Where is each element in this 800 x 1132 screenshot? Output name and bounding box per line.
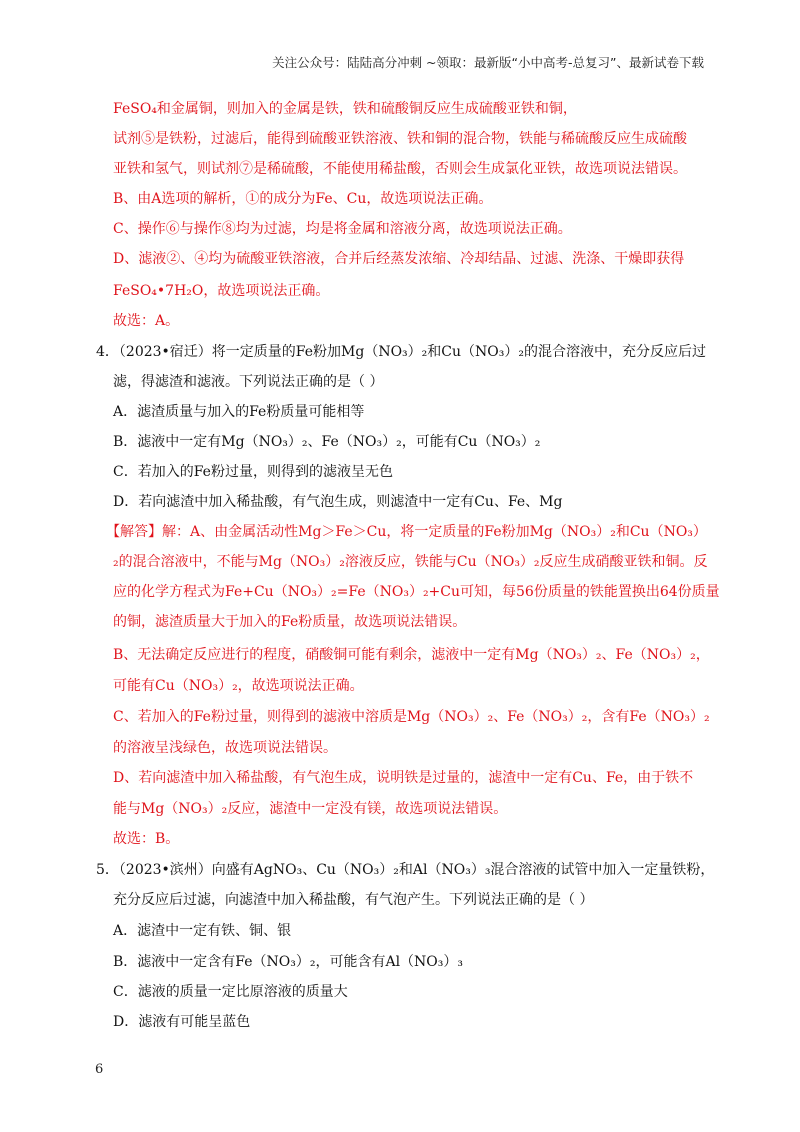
text-line: D．滤液有可能呈蓝色: [113, 1014, 251, 1030]
text-line: C．若加入的Fe粉过量，则得到的滤液呈无色: [113, 464, 393, 480]
text-line: B．滤液中一定含有Fe（NO₃）₂，可能含有Al（NO₃）₃: [113, 954, 464, 970]
text-line: 试剂⑤是铁粉，过滤后，能得到硫酸亚铁溶液、铁和铜的混合物，铁能与稀硫酸反应生成硫酸: [113, 131, 687, 147]
text-line: 故选：A。: [113, 313, 180, 329]
text-line: D、滤液②、④均为硫酸亚铁溶液，合并后经蒸发浓缩、冷却结晶、过滤、洗涤、干燥即获得: [113, 251, 685, 267]
text-line: 5．（2023•滨州）向盛有AgNO₃、Cu（NO₃）₂和Al（NO₃）₃混合溶液的试管中加入一定量铁粉，: [96, 862, 715, 878]
text-line: A．滤渣质量与加入的Fe粉质量可能相等: [113, 404, 365, 420]
text-line: C、若加入的Fe粉过量，则得到的滤液中溶质是Mg（NO₃）₂、Fe（NO₃）₂，含有Fe（NO₃）₂: [113, 709, 710, 725]
text-line: B、无法确定反应进行的程度，硝酸铜可能有剩余，滤液中一定有Mg（NO₃）₂、Fe（NO₃）₂，: [113, 647, 710, 663]
text-line: A．滤渣中一定有铁、铜、银: [113, 923, 292, 939]
text-line: C、操作⑥与操作⑧均为过滤，均是将金属和溶液分离，故选项说法正确。: [113, 221, 572, 237]
text-line: ₂的混合溶液中，不能与Mg（NO₃）₂溶液反应，铁能与Cu（NO₃）₂反应生成硝酸亚铁和铜。反: [113, 554, 708, 570]
text-line: D．若向滤渣中加入稀盐酸，有气泡生成，则滤渣中一定有Cu、Fe、Mg: [113, 494, 563, 510]
text-line: B．滤液中一定有Mg（NO₃）₂、Fe（NO₃）₂，可能有Cu（NO₃）₂: [113, 434, 541, 450]
page-number: 6: [95, 1062, 104, 1077]
text-line: C．滤液的质量一定比原溶液的质量大: [113, 984, 348, 1000]
text-line: FeSO₄和金属铜，则加入的金属是铁，铁和硫酸铜反应生成硫酸亚铁和铜，: [113, 101, 577, 117]
text-line: B、由A选项的解析，①的成分为Fe、Cu，故选项说法正确。: [113, 191, 493, 207]
text-line: 能与Mg（NO₃）₂反应，滤渣中一定没有镁，故选项说法错误。: [113, 801, 508, 817]
text-line: 可能有Cu（NO₃）₂，故选项说法正确。: [113, 678, 364, 694]
text-line: 故选：B。: [113, 831, 180, 847]
page-header: 关注公众号：陆陆高分冲刺 ~领取：最新版“小中高考-总复习”、最新试卷下载: [272, 55, 704, 70]
text-line: 亚铁和氢气，则试剂⑦是稀硫酸，不能使用稀盐酸，否则会生成氯化亚铁，故选项说法错误。: [113, 161, 687, 177]
text-line: 【解答】解：A、由金属活动性Mg＞Fe＞Cu，将一定质量的Fe粉加Mg（NO₃）₂和Cu（NO₃）: [106, 524, 707, 540]
text-line: 应的化学方程式为Fe+Cu（NO₃）₂=Fe（NO₃）₂+Cu可知，每56份质量的铁能置换出64份质量: [113, 584, 720, 600]
text-line: 滤，得滤渣和滤液。下列说法正确的是（ ）: [113, 374, 384, 390]
text-line: 的铜，滤渣质量大于加入的Fe粉质量，故选项说法错误。: [113, 614, 467, 630]
text-line: 4．（2023•宿迁）将一定质量的Fe粉加Mg（NO₃）₂和Cu（NO₃）₂的混合溶液中，充分反应后过: [96, 344, 706, 360]
text-line: D、若向滤渣中加入稀盐酸，有气泡生成，说明铁是过量的，滤渣中一定有Cu、Fe，由于铁不: [113, 770, 694, 786]
text-line: 的溶液呈浅绿色，故选项说法错误。: [113, 740, 337, 756]
text-line: FeSO₄•7H₂O，故选项说法正确。: [113, 283, 330, 299]
text-line: 充分反应后过滤，向滤渣中加入稀盐酸，有气泡产生。下列说法正确的是（ ）: [113, 892, 594, 908]
